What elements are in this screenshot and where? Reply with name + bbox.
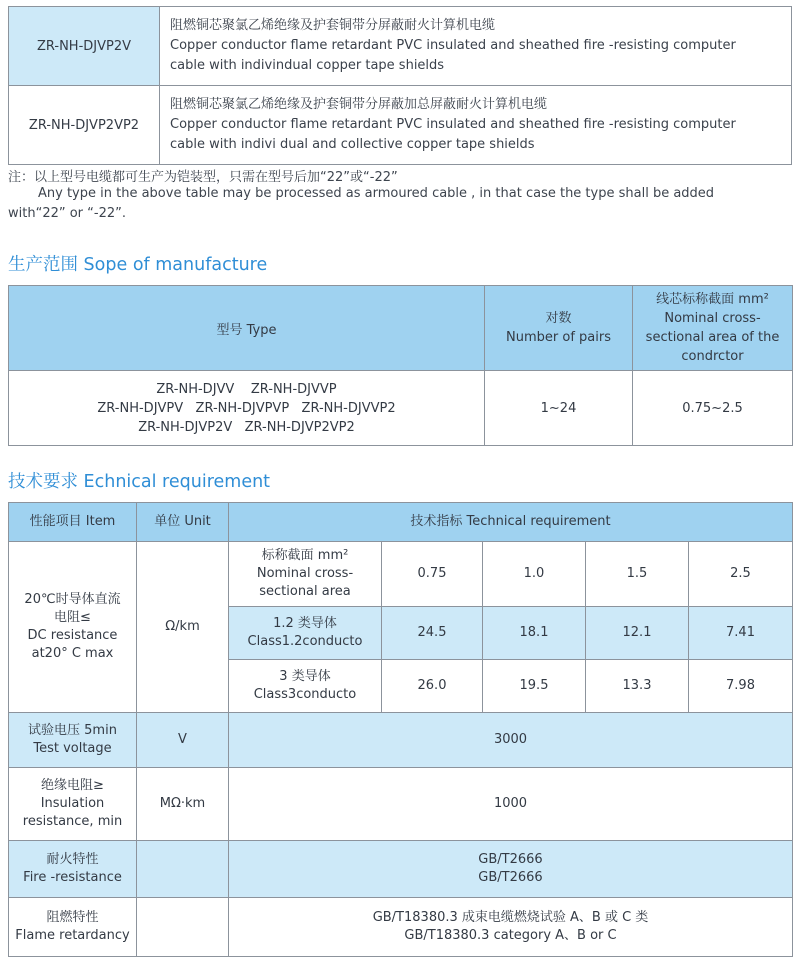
header-label: sectional area of the <box>645 330 780 345</box>
table-row <box>9 713 793 768</box>
sub-label: 标称截面 mm² <box>261 548 349 563</box>
class3-label-cell <box>229 660 382 713</box>
item-label: 电阻≤ <box>54 610 91 625</box>
description-cn: 阻燃铜芯聚氯乙烯绝缘及护套铜带分屏蔽加总屏蔽耐火计算机电缆 <box>170 97 548 112</box>
class3-value-cell <box>586 660 689 713</box>
header-label: 线芯标称截面 mm² <box>656 292 769 307</box>
type-list-line: ZR-NH-DJVV ZR-NH-DJVVP <box>156 381 337 397</box>
header-label: 性能项目 Item <box>29 514 116 529</box>
table-row <box>9 503 793 542</box>
insulation-unit-cell <box>137 768 229 841</box>
scope-pairs-cell <box>485 371 633 446</box>
table-row <box>9 86 792 165</box>
sub-label: 1.2 类导体 <box>273 616 337 631</box>
test-voltage-unit-cell <box>137 713 229 768</box>
model-description-cell <box>160 7 792 86</box>
tech-requirement-table <box>8 502 793 957</box>
scope-table <box>8 285 793 446</box>
area-value-cell <box>382 542 483 607</box>
table-row <box>9 542 793 607</box>
value: 2.5 <box>730 566 751 581</box>
sub-label: Nominal cross- <box>256 566 354 581</box>
type-list-line: ZR-NH-DJVPV ZR-NH-DJVPVP ZR-NH-DJVVP2 <box>97 400 396 416</box>
description-en-line: Copper conductor flame retardant PVC insulated and sheathed fire -resisting computer <box>170 117 736 132</box>
table-row <box>9 286 793 371</box>
area-label-cell <box>229 542 382 607</box>
value: GB/T2666 <box>478 870 543 885</box>
item-label: DC resistance <box>27 628 118 643</box>
class12-value-cell <box>586 607 689 660</box>
model-code-cell <box>9 7 160 86</box>
table-row <box>9 7 792 86</box>
description-en-line: cable with indivindual copper tape shields <box>170 58 445 73</box>
item-label: Insulation <box>40 796 105 811</box>
item-label: Test voltage <box>33 741 112 756</box>
sub-label: sectional area <box>259 584 351 599</box>
header-label: 型号 Type <box>216 322 277 338</box>
value: 26.0 <box>417 678 447 693</box>
test-voltage-item-cell <box>9 713 137 768</box>
value: 13.3 <box>622 678 652 693</box>
sub-label: Class3conducto <box>253 687 357 702</box>
model-code: ZR-NH-DJVP2V <box>36 38 132 54</box>
scope-col-pairs <box>485 286 633 371</box>
area-value: 0.75~2.5 <box>682 400 743 416</box>
item-label: Fire -resistance <box>23 870 122 885</box>
model-code: ZR-NH-DJVP2VP2 <box>28 117 140 133</box>
test-voltage-value-cell <box>229 713 793 768</box>
value: 18.1 <box>519 625 549 640</box>
dc-item-cell <box>9 542 137 713</box>
area-value-cell <box>689 542 793 607</box>
tech-col-item <box>9 503 137 542</box>
class12-label-cell <box>229 607 382 660</box>
area-value-cell <box>483 542 586 607</box>
description-cn: 阻燃铜芯聚氯乙烯绝缘及护套铜带分屏蔽耐火计算机电缆 <box>170 18 496 33</box>
item-label: at20° C max <box>31 646 114 661</box>
class3-value-cell <box>382 660 483 713</box>
scope-area-cell <box>633 371 793 446</box>
value: 19.5 <box>519 678 549 693</box>
value: 1.5 <box>626 566 648 581</box>
value: GB/T18380.3 成束电缆燃烧试验 A、B 或 C 类 <box>372 910 649 925</box>
scope-types-cell <box>9 371 485 446</box>
item-label: 20℃时导体直流 <box>24 592 121 607</box>
flame-value-cell <box>229 898 793 957</box>
header-label: 技术指标 Technical requirement <box>410 514 611 529</box>
description-en-line: Copper conductor flame retardant PVC insulated and sheathed fire -resisting computer <box>170 38 736 53</box>
note-en-line: with“22” or “-22”. <box>8 206 126 221</box>
scope-col-area <box>633 286 793 371</box>
model-code-cell <box>9 86 160 165</box>
fire-unit-cell <box>137 841 229 898</box>
scope-heading: 生产范围 Sope of manufacture <box>8 255 268 275</box>
value: 7.98 <box>726 678 755 693</box>
flame-item-cell <box>9 898 137 957</box>
item-label: resistance, min <box>22 814 123 829</box>
type-list-line: ZR-NH-DJVP2V ZR-NH-DJVP2VP2 <box>138 419 355 435</box>
table-row <box>9 768 793 841</box>
header-label: condrctor <box>681 349 744 364</box>
item-label: 耐火特性 <box>46 852 99 867</box>
value: 1000 <box>493 796 528 811</box>
sub-label: 3 类导体 <box>279 669 331 684</box>
value: 24.5 <box>417 625 447 640</box>
note-en-line: Any type in the above table may be processed as armoured cable , in that case the type shall be added <box>38 186 715 201</box>
item-label: Flame retardancy <box>15 928 130 943</box>
dc-unit-cell <box>137 542 229 713</box>
value: 12.1 <box>622 625 652 640</box>
tech-col-requirement <box>229 503 793 542</box>
unit-label: MΩ·km <box>159 796 206 811</box>
class12-value-cell <box>689 607 793 660</box>
value: 1.0 <box>523 566 545 581</box>
class12-value-cell <box>382 607 483 660</box>
description-en-line: cable with indivi dual and collective copper tape shields <box>170 137 535 152</box>
sub-label: Class1.2conducto <box>247 634 363 649</box>
value: GB/T2666 <box>478 852 543 867</box>
unit-label: Ω/km <box>165 619 200 634</box>
insulation-value-cell <box>229 768 793 841</box>
value: 3000 <box>493 732 528 747</box>
header-label: Number of pairs <box>506 330 611 345</box>
tech-col-unit <box>137 503 229 542</box>
model-description-table <box>8 6 792 165</box>
table-row <box>9 841 793 898</box>
class12-value-cell <box>483 607 586 660</box>
unit-label: V <box>178 732 187 747</box>
fire-item-cell <box>9 841 137 898</box>
class3-value-cell <box>483 660 586 713</box>
value: 0.75 <box>417 566 447 581</box>
tech-heading: 技术要求 Echnical requirement <box>8 472 271 492</box>
fire-value-cell <box>229 841 793 898</box>
area-value-cell <box>586 542 689 607</box>
item-label: 阻燃特性 <box>46 910 99 925</box>
scope-col-type <box>9 286 485 371</box>
header-label: Nominal cross- <box>664 311 761 326</box>
header-label: 对数 <box>545 311 572 326</box>
header-label: 单位 Unit <box>154 514 211 529</box>
model-description-cell <box>160 86 792 165</box>
table-row <box>9 371 793 446</box>
value: 7.41 <box>726 625 755 640</box>
class3-value-cell <box>689 660 793 713</box>
value: GB/T18380.3 category A、B or C <box>404 928 617 943</box>
table-row <box>9 898 793 957</box>
note-cn: 注：以上型号电缆都可生产为铠装型，只需在型号后加“22”或“-22” <box>8 170 398 185</box>
insulation-item-cell <box>9 768 137 841</box>
pairs-value: 1~24 <box>540 400 577 416</box>
flame-unit-cell <box>137 898 229 957</box>
item-label: 绝缘电阻≥ <box>41 778 104 793</box>
item-label: 试验电压 5min <box>28 723 117 738</box>
